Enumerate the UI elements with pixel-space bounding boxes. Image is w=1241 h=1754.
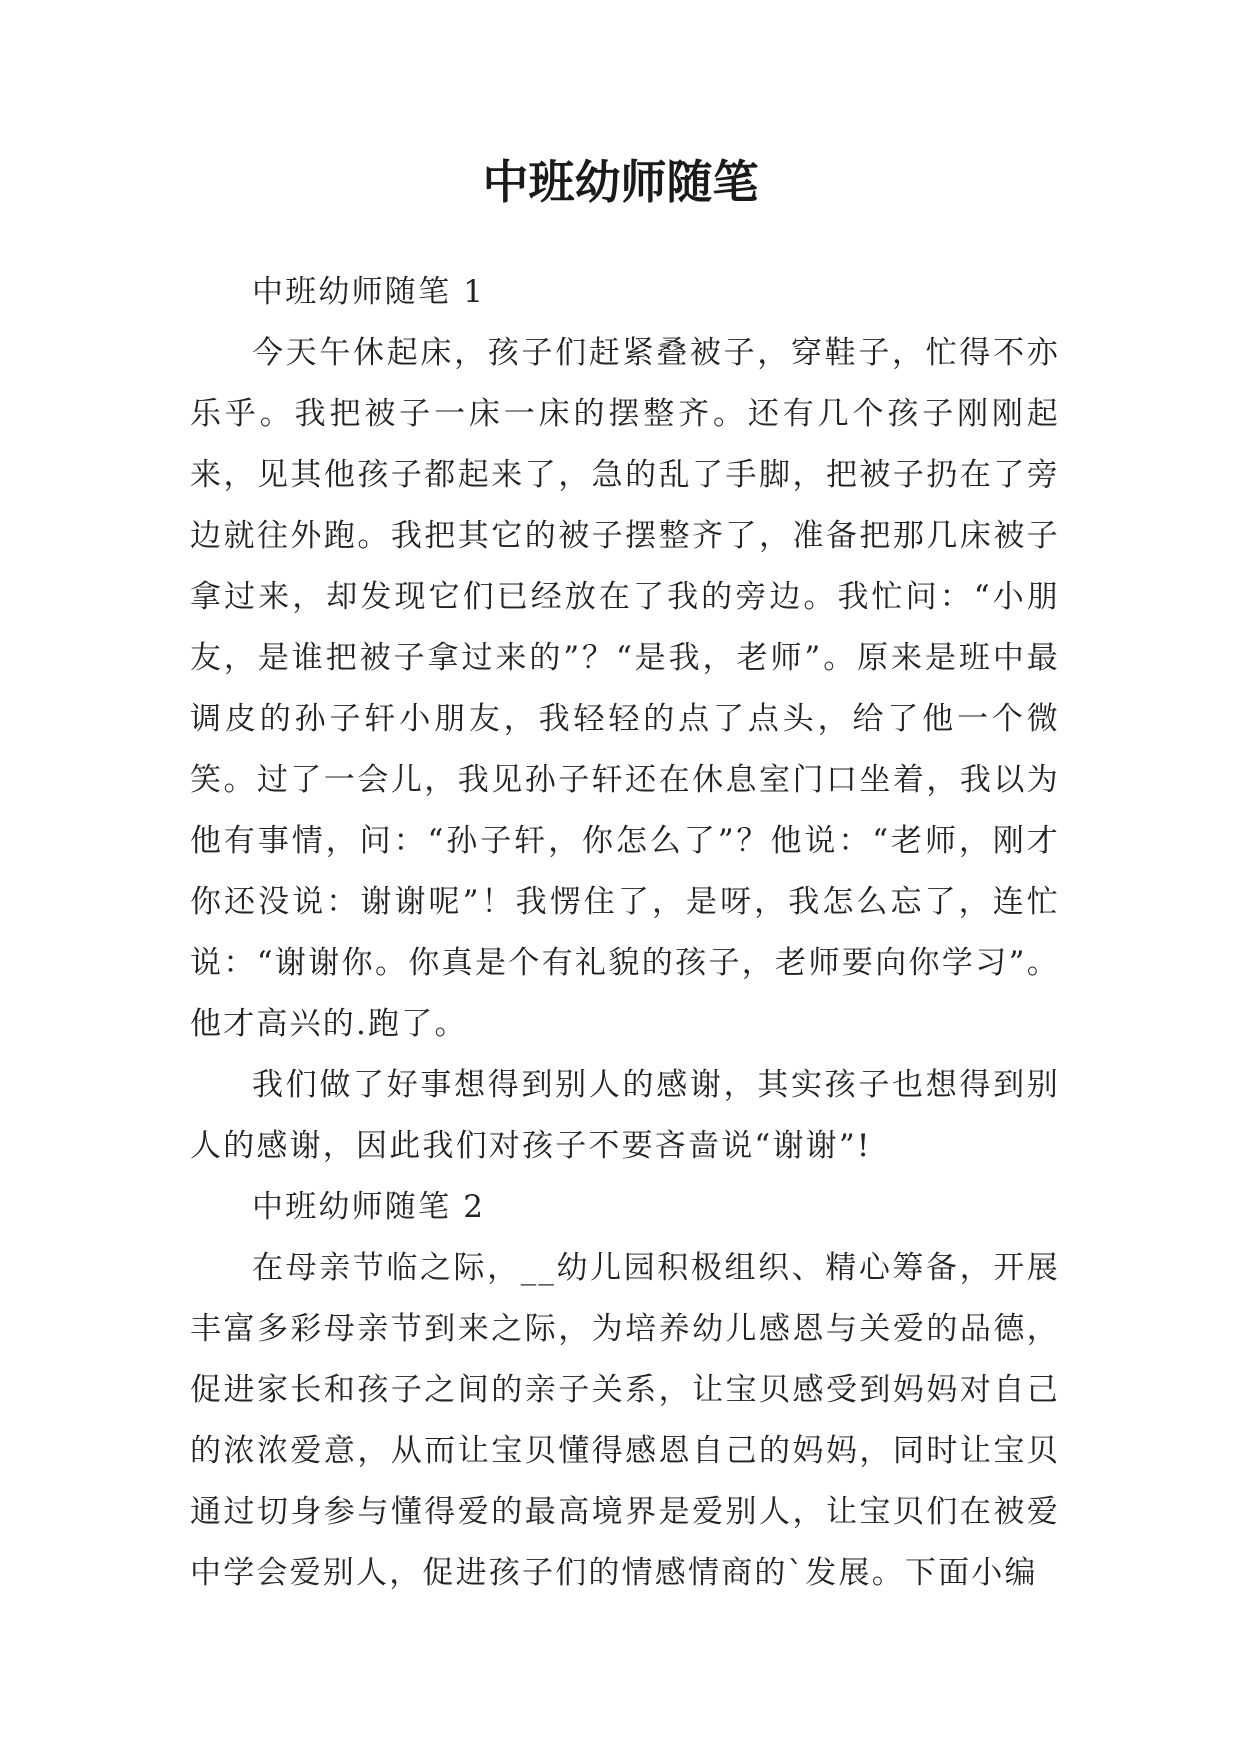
section-heading-1: 中班幼师随笔 1 xyxy=(252,274,486,310)
section-heading-2: 中班幼师随笔 2 xyxy=(252,1189,486,1225)
document-title: 中班幼师随笔 xyxy=(482,155,759,209)
section-2-paragraph-1: 在母亲节临之际，__幼儿园积极组织、精心筹备，开展丰富多彩母亲节到来之际，为培养幼儿感恩与关爱的品德，促进家长和孩子之间的亲子关系，让宝贝感受到妈妈对自己的浓浓爱意，从而让宝贝懂得感恩自己的妈妈，同时让宝贝通过切身参与懂得爱的最高境界是爱别人，让宝贝们在被爱中学会爱别人，促进孩子们的情感情商的`发展。下面小编 xyxy=(190,1250,1060,1591)
section-1-paragraph-2: 我们做了好事想得到别人的感谢，其实孩子也想得到别人的感谢，因此我们对孩子不要吝啬说“谢谢”! xyxy=(190,1067,1060,1164)
document-body xyxy=(190,262,1060,1604)
section-1-paragraph-1: 今天午休起床，孩子们赶紧叠被子，穿鞋子，忙得不亦乐乎。我把被子一床一床的摆整齐。还有几个孩子刚刚起来，见其他孩子都起来了，急的乱了手脚，把被子扔在了旁边就往外跑。我把其它的被子摆整齐了，准备把那几床被子拿过来，却发现它们已经放在了我的旁边。我忙问：“小朋友，是谁把被子拿过来的”？“是我，老师”。原来是班中最调皮的孙子轩小朋友，我轻轻的点了点头，给了他一个微笑。过了一会儿，我见孙子轩还在休息室门口坐着，我以为他有事情，问：“孙子轩，你怎么了”？他说：“老师，刚才你还没说：谢谢呢”！我愣住了，是呀，我怎么忘了，连忙说：“谢谢你。你真是个有礼貌的孩子，老师要向你学习”。他才高兴的.跑了。 xyxy=(190,335,1060,1042)
